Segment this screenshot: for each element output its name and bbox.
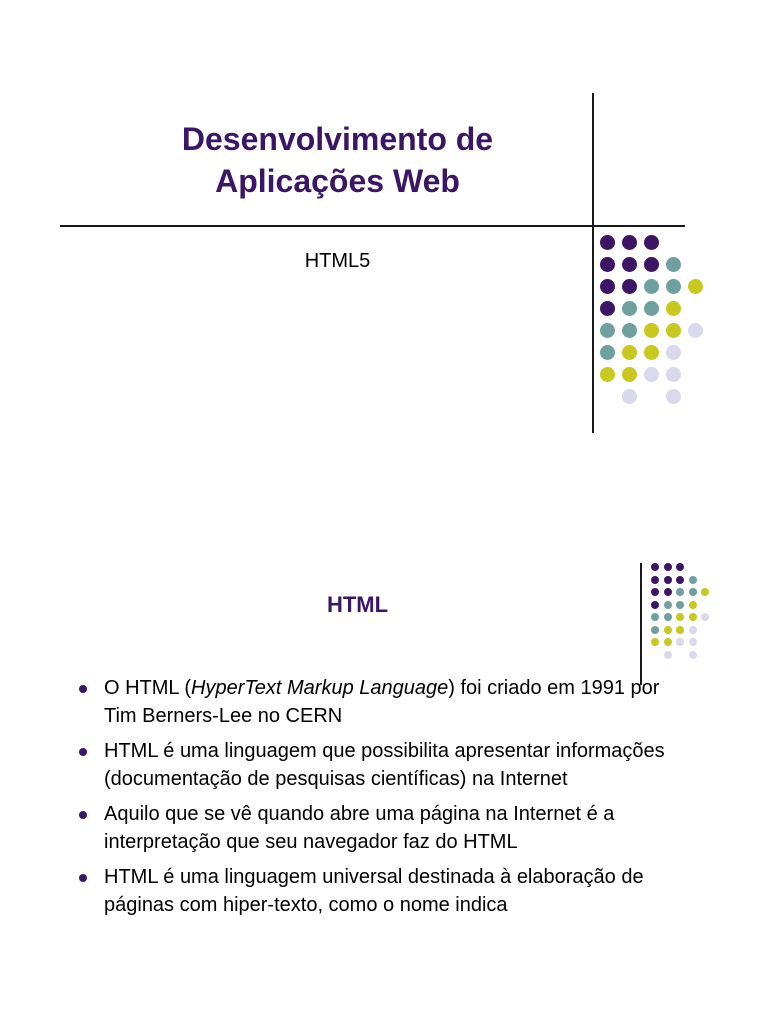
bullet-item-html-language xyxy=(75,737,695,793)
dot-icon xyxy=(664,638,672,646)
bullet-item-universal-language xyxy=(75,863,695,919)
dot-icon xyxy=(688,279,703,294)
dot-icon xyxy=(644,235,659,250)
dot-icon xyxy=(676,638,684,646)
bullet-text: Aquilo que se vê quando abre uma página na Internet é a interpretação que seu navegador faz do HTML xyxy=(104,803,615,853)
dot-icon xyxy=(622,279,637,294)
dot-icon xyxy=(689,613,697,621)
dot-icon xyxy=(689,576,697,584)
dot-icon xyxy=(622,323,637,338)
slide1-title-line1: Desenvolvimento de xyxy=(181,121,494,157)
dot-icon xyxy=(676,626,684,634)
dot-icon xyxy=(676,588,684,596)
dot-icon xyxy=(622,257,637,272)
bullet-icon xyxy=(79,874,87,882)
dot-icon xyxy=(689,638,697,646)
dot-icon xyxy=(666,389,681,404)
dot-icon xyxy=(688,323,703,338)
slide1-title-line2: Aplicações Web xyxy=(215,163,460,199)
dot-icon xyxy=(622,367,637,382)
dot-icon xyxy=(689,626,697,634)
dot-icon xyxy=(644,257,659,272)
dot-icon xyxy=(666,301,681,316)
slide2-dot-decoration xyxy=(651,563,726,671)
bullet-text: HTML é uma linguagem que possibilita apresentar informações (documentação de pesquisas científicas) na Internet xyxy=(104,740,665,790)
dot-icon xyxy=(600,279,615,294)
dot-icon xyxy=(676,601,684,609)
dot-icon xyxy=(689,601,697,609)
dot-icon xyxy=(644,345,659,360)
dot-icon xyxy=(644,323,659,338)
dot-icon xyxy=(664,651,672,659)
dot-icon xyxy=(666,257,681,272)
bullet-text-post: ) foi criado em 1991 por Tim Berners-Lee no CERN xyxy=(104,677,660,727)
dot-icon xyxy=(651,576,659,584)
dot-icon xyxy=(701,588,709,596)
dot-icon xyxy=(600,323,615,338)
bullet-item-html-origin xyxy=(75,674,695,730)
dot-icon xyxy=(644,279,659,294)
dot-icon xyxy=(676,576,684,584)
dot-icon xyxy=(666,345,681,360)
dot-icon xyxy=(666,279,681,294)
slide2-title: HTML xyxy=(326,592,389,617)
bullet-text-italic: HyperText Markup Language xyxy=(191,677,449,699)
dot-icon xyxy=(676,563,684,571)
dot-icon xyxy=(666,323,681,338)
dot-icon xyxy=(644,367,659,382)
bullet-text-pre: O HTML ( xyxy=(104,677,192,699)
dot-icon xyxy=(689,651,697,659)
bullet-icon xyxy=(79,811,87,819)
dot-icon xyxy=(651,563,659,571)
dot-icon xyxy=(600,235,615,250)
dot-icon xyxy=(622,345,637,360)
bullet-item-browser-interpretation xyxy=(75,800,695,856)
bullet-text: HTML é uma linguagem universal destinada à elaboração de páginas com hiper-texto, como o nome indica xyxy=(104,866,644,916)
slide1-subtitle: HTML5 xyxy=(304,250,371,272)
dot-icon xyxy=(644,301,659,316)
bullet-icon xyxy=(79,748,87,756)
dot-icon xyxy=(600,301,615,316)
dot-icon xyxy=(676,613,684,621)
dot-icon xyxy=(600,257,615,272)
dot-icon xyxy=(664,626,672,634)
dot-icon xyxy=(666,367,681,382)
dot-icon xyxy=(701,613,709,621)
dot-icon xyxy=(664,613,672,621)
dot-icon xyxy=(622,235,637,250)
dot-icon xyxy=(664,576,672,584)
slide2-bullet-list xyxy=(75,674,695,926)
dot-icon xyxy=(664,588,672,596)
dot-icon xyxy=(664,601,672,609)
dot-icon xyxy=(600,345,615,360)
dot-icon xyxy=(689,588,697,596)
bullet-icon xyxy=(79,685,87,693)
dot-icon xyxy=(622,301,637,316)
slide1-title xyxy=(60,118,615,202)
dot-icon xyxy=(622,389,637,404)
dot-icon xyxy=(651,626,659,634)
slide2-vertical-divider xyxy=(640,563,642,685)
dot-icon xyxy=(664,563,672,571)
dot-icon xyxy=(600,367,615,382)
dot-icon xyxy=(651,638,659,646)
slide1-dot-decoration xyxy=(600,235,720,415)
